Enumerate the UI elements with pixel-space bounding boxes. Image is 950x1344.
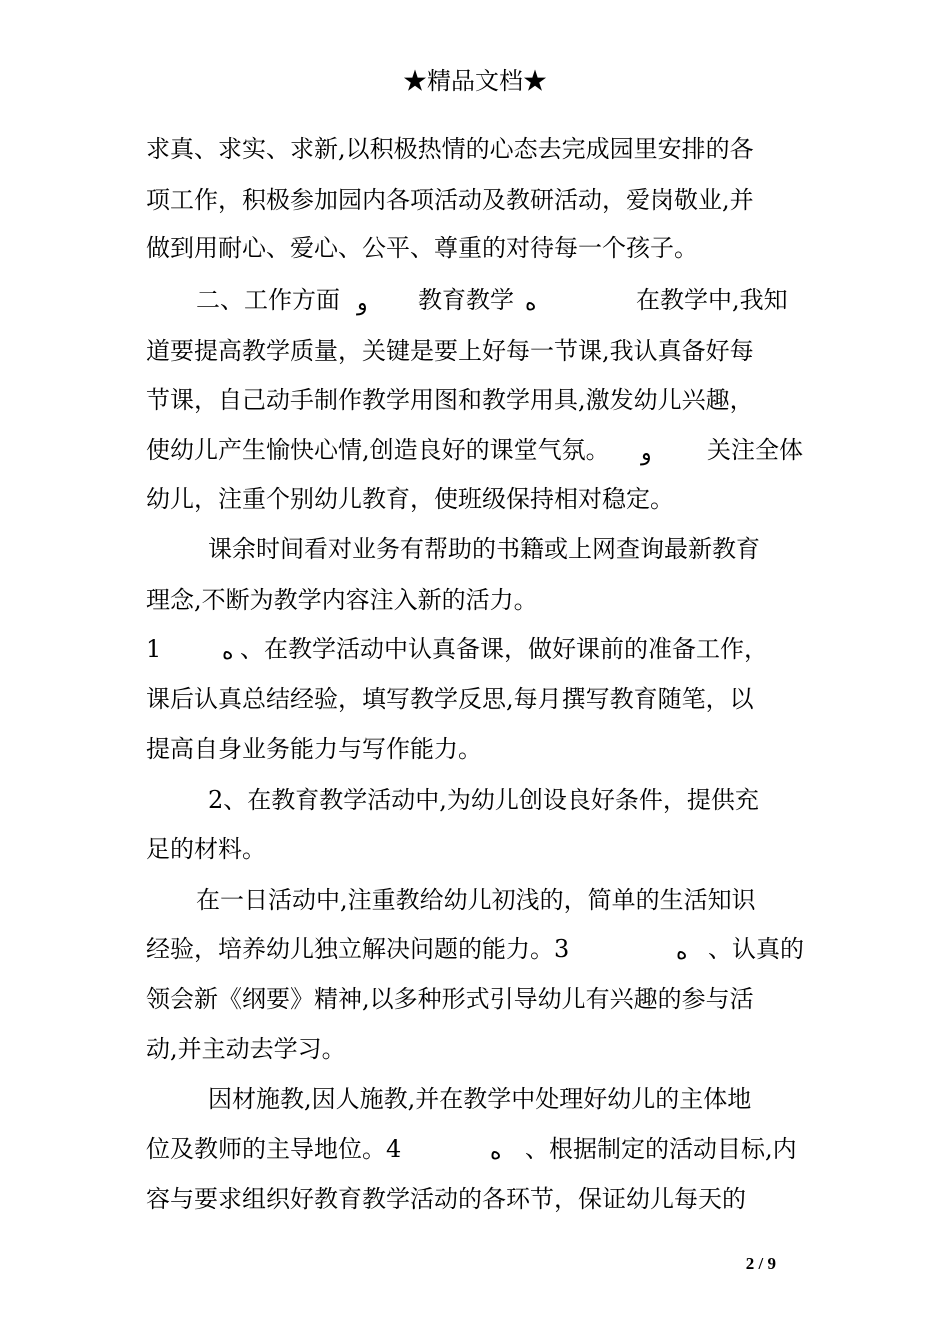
text-line: 、根据制定的活动目标,内 xyxy=(525,1135,797,1163)
text-line: 、认真的 xyxy=(708,935,804,963)
text-line: 因材施教,因人施教,并在教学中处理好幼儿的主体地 xyxy=(208,1085,752,1113)
list-number: 1 xyxy=(146,635,162,663)
text-line: 理念,不断为教学内容注入新的活力。 xyxy=(146,586,538,614)
text-line: 做到用耐心、爱心、公平、尊重的对待每一个孩子。 xyxy=(146,234,698,262)
text-line: 道要提高教学质量，关键是要上好每一节课,我认真备好每 xyxy=(146,337,754,365)
text-line: 使幼儿产生愉快心情,创造良好的课堂气氛。 xyxy=(146,436,610,464)
page-header-title: ★精品文档★ xyxy=(403,67,547,95)
text-line: 经验，培养幼儿独立解决问题的能力。3 xyxy=(146,935,570,963)
text-line: 在教学中,我知 xyxy=(636,286,788,314)
text-line: 关注全体 xyxy=(707,436,803,464)
text-line: 幼儿，注重个别幼儿教育，使班级保持相对稳定。 xyxy=(146,485,674,513)
text-line: 提高自身业务能力与写作能力。 xyxy=(146,735,482,763)
text-line: 领会新《纲要》精神,以多种形式引导幼儿有兴趣的参与活 xyxy=(146,985,754,1013)
para-mark-icon: و xyxy=(641,441,652,466)
para-mark-icon: و xyxy=(357,291,368,316)
subsection-heading: 教育教学 xyxy=(418,286,514,314)
text-line: 项工作，积极参加园内各项活动及教研活动，爱岗敬业,并 xyxy=(146,186,754,214)
para-mark-icon: ﻩ xyxy=(525,291,537,316)
text-line: 足的材料。 xyxy=(146,835,266,863)
text-line: 课后认真总结经验，填写教学反思,每月撰写教育随笔，以 xyxy=(146,685,754,713)
page-number: 2 / 9 xyxy=(745,1254,776,1273)
text-line: 课余时间看对业务有帮助的书籍或上网查询最新教育 xyxy=(208,535,760,563)
text-line: 求真、求实、求新,以积极热情的心态去完成园里安排的各 xyxy=(146,135,754,163)
text-line: 、在教学活动中认真备课，做好课前的准备工作， xyxy=(240,635,768,663)
text-line: 在一日活动中,注重教给幼儿初浅的，简单的生活知识 xyxy=(196,886,756,914)
text-line: 位及教师的主导地位。4 xyxy=(146,1135,402,1163)
para-mark-icon: ﻩ xyxy=(490,1140,502,1165)
text-line: 容与要求组织好教育教学活动的各环节，保证幼儿每天的 xyxy=(146,1185,746,1213)
para-mark-icon: ﻩ xyxy=(222,640,234,665)
section-heading: 二、工作方面 xyxy=(196,286,340,314)
text-line: 节课，自己动手制作教学用图和教学用具,激发幼儿兴趣， xyxy=(146,386,754,414)
para-mark-icon: ﻩ xyxy=(676,940,688,965)
text-line: 动,并主动去学习。 xyxy=(146,1035,346,1063)
text-line: 2、在教育教学活动中,为幼儿创设良好条件，提供充 xyxy=(208,786,759,814)
